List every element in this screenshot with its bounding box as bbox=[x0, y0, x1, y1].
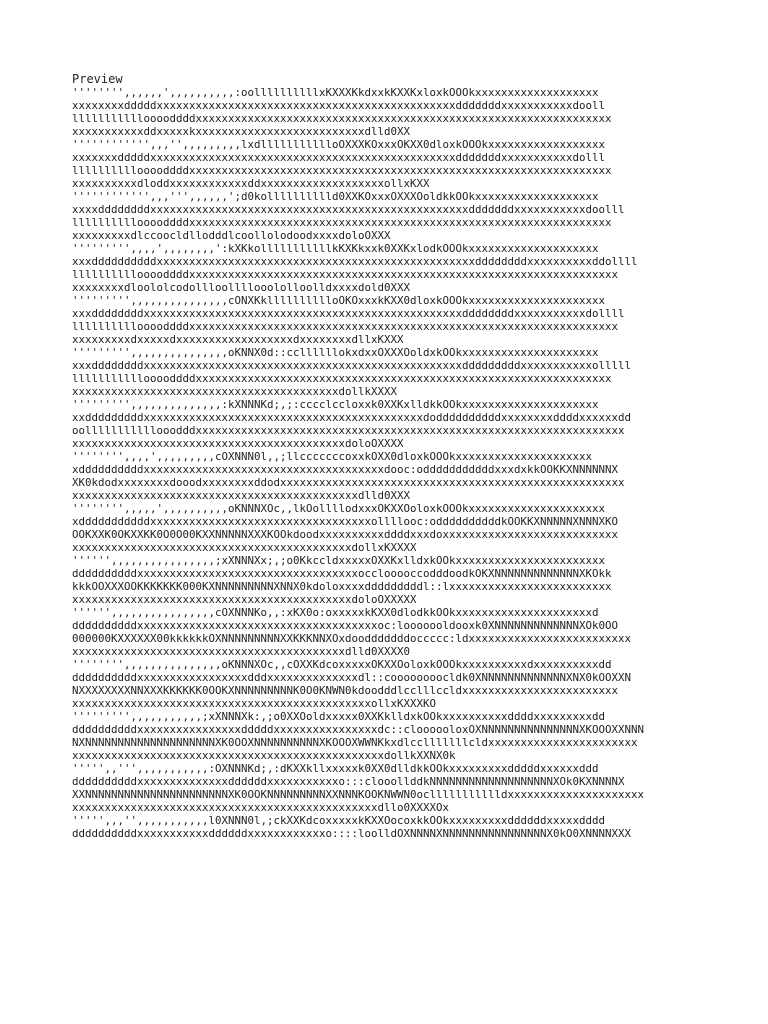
ascii-line: ddddddddddxxxxxxxxxxxxxxxxdddddxxxxxxxxxxxxxxxxdc::cloooooloxOXNNNNNNNNNNNNNNNXKOOOXXNNN bbox=[72, 723, 645, 736]
ascii-line: xxxxddddddddxxxxxxxxxxxxxxxxxxxxxxxxxxxxxxxxxxxxxxxxxxxxxxxxxdddddddxxxxxxxxxxxdoolll bbox=[72, 203, 625, 216]
ascii-line: ddddddddddxxxxxxxxxxxxxxxxxxxxxxxxxxxxxxxxxxxxxoc:looooooldooxk0XNNNNNNNNNNNNNXOk0OO bbox=[72, 619, 619, 632]
ascii-line: xxxxxxxxxxxxxxxxxxxxxxxxxxxxxxxxxxxxxxxxxxdlld0XXXX0 bbox=[72, 645, 411, 658]
ascii-art-block bbox=[72, 86, 702, 840]
ascii-line: llllllllllooooddddxxxxxxxxxxxxxxxxxxxxxxxxxxxxxxxxxxxxxxxxxxxxxxxxxxxxxxxxxxxxxxxxxx bbox=[72, 268, 619, 281]
ascii-line: XK0kdodxxxxxxxxdooodxxxxxxxxddodxxxxxxxxxxxxxxxxxxxxxxxxxxxxxxxxxxxxxxxxxxxxxxxxxxxxx bbox=[72, 476, 625, 489]
ascii-line: xxxxxxxxdddddxxxxxxxxxxxxxxxxxxxxxxxxxxxxxxxxxxxxxxxxxxxxxxdddddddxxxxxxxxxxxdooll bbox=[72, 99, 606, 112]
ascii-line: ddddddddddxxxxxxxxxxxddddddxxxxxxxxxxxxo::::loolldOXNNNNXNNNNNNNNNNNNNNNNX0kO0XNNNNXXX bbox=[72, 827, 632, 840]
ascii-line: ''''',,''',,,,,,,,,,,:OXNNNKd;,:dKXXkllxxxxxk0XX0dlldkkOOkxxxxxxxxxdddddxxxxxxddd bbox=[72, 762, 599, 775]
ascii-line: ''''''''',,,,,,,,,,,,,,,cONXKklllllllllloOKOxxxkKXX0dloxkOOOkxxxxxxxxxxxxxxxxxxxxx bbox=[72, 294, 606, 307]
ascii-line: OOKXXK0OKXXKK0O0O00KXXNNNNNXXXKOOkdoodxxxxxxxxxxddddxxxdoxxxxxxxxxxxxxxxxxxxxxxxxxxx bbox=[72, 528, 619, 541]
ascii-line: xdddddddddddxxxxxxxxxxxxxxxxxxxxxxxxxxxxxxxxxxollllooc:oddddddddddkOOKKXNNNNNXNNNXKO bbox=[72, 515, 619, 528]
ascii-line: lllllllllllooooddddxxxxxxxxxxxxxxxxxxxxxxxxxxxxxxxxxxxxxxxxxxxxxxxxxxxxxxxxxxxxxxxx bbox=[72, 112, 612, 125]
ascii-line: xxxxxxxdddddxxxxxxxxxxxxxxxxxxxxxxxxxxxxxxxxxxxxxxxxxxxxxxxdddddddxxxxxxxxxxxdolll bbox=[72, 151, 606, 164]
ascii-line: ddddddddddxxxxxxxxxxxxxxxxxxxxxxxxxxxxxxxxxxocclooooccodddoodkOKXNNNNNNNNNNNNNXKOkk bbox=[72, 567, 612, 580]
ascii-line: ''''''''',,,,,,,,,,,,,,:kXNNNKd;,;:cccclccloxxk0XXKxlldkkOOkxxxxxxxxxxxxxxxxxxxxx bbox=[72, 398, 599, 411]
ascii-line: '''''''',,,,,,,,,,,,,,,oKNNNXOc,,cOXXKdcoxxxxxOKXXOoloxkOOOkxxxxxxxxxxdxxxxxxxxxxdd bbox=[72, 658, 612, 671]
ascii-line: xxxxxxxxxdxxxxxdxxxxxxxxxxxxxxxxxxdxxxxxxxxdllxKXXX bbox=[72, 333, 404, 346]
preview-document bbox=[72, 72, 702, 840]
preview-title: Preview bbox=[72, 72, 123, 86]
ascii-line: XXNNNNNNNNNNNNNNNNNNNNNNXK0OOKNNNNNNNNNXXNNNKOOKNWWN0ocllllllllllldxxxxxxxxxxxxxxxxxxxxx bbox=[72, 788, 645, 801]
ascii-line: xxxxxxxxxxxxxxxxxxxxxxxxxxxxxxxxxxxxxxxxxxxxdlld0XXX bbox=[72, 489, 411, 502]
ascii-line: NXNNNNNNNNNNNNNNNNNNNNXK0OOXNNNNNNNNNNXKOOOXWWNKkxdlcclllllllcldxxxxxxxxxxxxxxxxxxxxxxx bbox=[72, 736, 638, 749]
ascii-line: xxxddddddddxxxxxxxxxxxxxxxxxxxxxxxxxxxxxxxxxxxxxxxxxxxxxxxxxdddddddddxxxxxxxxxxxolllll bbox=[72, 359, 632, 372]
ascii-line: lllllllllllooooddddxxxxxxxxxxxxxxxxxxxxxxxxxxxxxxxxxxxxxxxxxxxxxxxxxxxxxxxxxxxxxxxx bbox=[72, 372, 612, 385]
ascii-line: llllllllllooooddddxxxxxxxxxxxxxxxxxxxxxxxxxxxxxxxxxxxxxxxxxxxxxxxxxxxxxxxxxxxxxxxxxx bbox=[72, 320, 619, 333]
ascii-line: xxxxxxxxxxxxxxxxxxxxxxxxxxxxxxxxxxxxxxxxxxxxxxxxdollkXXNX0k bbox=[72, 749, 456, 762]
ascii-line: xxxxxxxxxxdloddxxxxxxxxxxxxddxxxxxxxxxxxxxxxxxxxollxKXX bbox=[72, 177, 430, 190]
ascii-line: xddddddddddxxxxxxxxxxxxxxxxxxxxxxxxxxxxxxxxxxxxxdooc:odddddddddddxxxdxkkOOKKXNNNNNNX bbox=[72, 463, 619, 476]
ascii-line: xxxxxxxxxxxxxxxxxxxxxxxxxxxxxxxxxxxxxxxxxxxxxxxdllo0XXXXOx bbox=[72, 801, 450, 814]
ascii-line: '''''''''''',,,'',,,,,,,,,lxdllllllllllloOXXXKOxxxOKXX0dloxkOOOkxxxxxxxxxxxxxxxxxx bbox=[72, 138, 606, 151]
ascii-line: xxdddddddddxxxxxxxxxxxxxxxxxxxxxxxxxxxxxxxxxxxxxxxxxxxdoddddddddddxxxxxxxxddddxxxxxxdd bbox=[72, 411, 632, 424]
ascii-line: ddddddddddxxxxxxxxxxxxxxddddddxxxxxxxxxxxo:::clooollddkNNNNNNNNNNNNNNNNNNNXOk0KXNNNNX bbox=[72, 775, 625, 788]
ascii-line: ''''',,,'',,,,,,,,,,,l0XNNN0l,;ckXXKdcoxxxxxkKXXOocoxkkOOkxxxxxxxxxddddddxxxxxdddd bbox=[72, 814, 606, 827]
ascii-line: xxxxxxxxxxxxxxxxxxxxxxxxxxxxxxxxxxxxxxxxxxxdollxKXXXX bbox=[72, 541, 417, 554]
ascii-line: xxxddddddddxxxxxxxxxxxxxxxxxxxxxxxxxxxxxxxxxxxxxxxxxxxxxxxxxddddddddxxxxxxxxxxxdollll bbox=[72, 307, 625, 320]
ascii-line: '''''',,,,,,,,,,,,,,,,;xXNNNXx;,;o0KkccldxxxxxOXXKxlldxkOOkxxxxxxxxxxxxxxxxxxxxxxx bbox=[72, 554, 606, 567]
ascii-line: '''''''',,,,,,',,,,,,,,,,:oollllllllllxKXXXKkdxxkKXXKxloxkOOOkxxxxxxxxxxxxxxxxxxx bbox=[72, 86, 599, 99]
ascii-line: ''''''''',,,,,,,,,,,,,,,oKNNX0d::ccllllllokxdxxOXXXOoldxkOOkxxxxxxxxxxxxxxxxxxxxx bbox=[72, 346, 599, 359]
ascii-line: xxxxxxxxxxxddxxxxxkxxxxxxxxxxxxxxxxxxxxxxxxxxdlld0XX bbox=[72, 125, 411, 138]
ascii-line: xxxxxxxxxdlccoocldllodddlcoollolodoodxxxxdoloOXXX bbox=[72, 229, 391, 242]
ascii-line: xxxxxxxxxxxxxxxxxxxxxxxxxxxxxxxxxxxxxxxxxdollkXXXX bbox=[72, 385, 398, 398]
ascii-line: NXXXXXXXXNNXXXKKKKKK0OOKXNNNNNNNNNK0O0KNWN0kdoodddlcclllccldxxxxxxxxxxxxxxxxxxxxxxxx bbox=[72, 684, 619, 697]
ascii-line: llllllllllooooddddxxxxxxxxxxxxxxxxxxxxxxxxxxxxxxxxxxxxxxxxxxxxxxxxxxxxxxxxxxxxxxxxx bbox=[72, 164, 612, 177]
ascii-line: ''''''''',,,,,,,,,,,;xXNNNXk:,;o0XXOoldxxxxx0XXKklldxkOOkxxxxxxxxxxddddxxxxxxxxxdd bbox=[72, 710, 606, 723]
ascii-line: '''''''''''',,,''',,,,,,';d0kolllllllllld0XXKOxxxOXXXOoldkkOOkxxxxxxxxxxxxxxxxxxx bbox=[72, 190, 599, 203]
ascii-line: ddddddddddxxxxxxxxxxxxxxxxxdddxxxxxxxxxxxxxxdl::coooooooocldk0XNNNNNNNNNNNNNXNX0kOOXXN bbox=[72, 671, 632, 684]
ascii-line: kkkOOXXXOOKKKKKKK000KXNNNNNNNNNXNNX0kdoloxxxxdddddddddl::lxxxxxxxxxxxxxxxxxxxxxxxxx bbox=[72, 580, 612, 593]
ascii-line: oolllllllllllooodddxxxxxxxxxxxxxxxxxxxxxxxxxxxxxxxxxxxxxxxxxxxxxxxxxxxxxxxxxxxxxxxxxx bbox=[72, 424, 625, 437]
ascii-line: llllllllllooooddddxxxxxxxxxxxxxxxxxxxxxxxxxxxxxxxxxxxxxxxxxxxxxxxxxxxxxxxxxxxxxxxxx bbox=[72, 216, 612, 229]
ascii-line: '''''''',,,,,',,,,,,,,,,oKNNNXOc,,lkOollllodxxxOKXXOoloxkOOOkxxxxxxxxxxxxxxxxxxxxx bbox=[72, 502, 606, 515]
ascii-line: xxxddddddddddxxxxxxxxxxxxxxxxxxxxxxxxxxxxxxxxxxxxxxxxxxxxxxxxxddddddddxxxxxxxxxxddollll bbox=[72, 255, 638, 268]
ascii-line: xxxxxxxxxxxxxxxxxxxxxxxxxxxxxxxxxxxxxxxxxxdoloOXXXX bbox=[72, 437, 404, 450]
ascii-line: 000000KXXXXXX00kkkkkkOXNNNNNNNNNXXKKKNNXOxdoodddddddoccccc:ldxxxxxxxxxxxxxxxxxxxxxxxxx bbox=[72, 632, 632, 645]
ascii-line: xxxxxxxxxxxxxxxxxxxxxxxxxxxxxxxxxxxxxxxxxxxdoloOXXXXX bbox=[72, 593, 417, 606]
ascii-line: xxxxxxxxdloololcodollloollllooololloolldxxxxdold0XXX bbox=[72, 281, 411, 294]
ascii-line: '''''''',,,,',,,,,,,,,cOXNNN0l,,;llcccccccoxxkOXX0dloxkOOOkxxxxxxxxxxxxxxxxxxxxx bbox=[72, 450, 593, 463]
ascii-line: ''''''''',,,,',,,,,,,,':kXKkolllllllllllkKXKkxxk0XXKxlodkOOOkxxxxxxxxxxxxxxxxxxxx bbox=[72, 242, 599, 255]
ascii-line: xxxxxxxxxxxxxxxxxxxxxxxxxxxxxxxxxxxxxxxxxxxxxxollxKXXXKO bbox=[72, 697, 437, 710]
ascii-line: '''''',,,,,,,,,,,,,,,,cOXNNNKo,,:xKX0o:oxxxxxkKXX0dlodkkOOkxxxxxxxxxxxxxxxxxxxxxd bbox=[72, 606, 599, 619]
